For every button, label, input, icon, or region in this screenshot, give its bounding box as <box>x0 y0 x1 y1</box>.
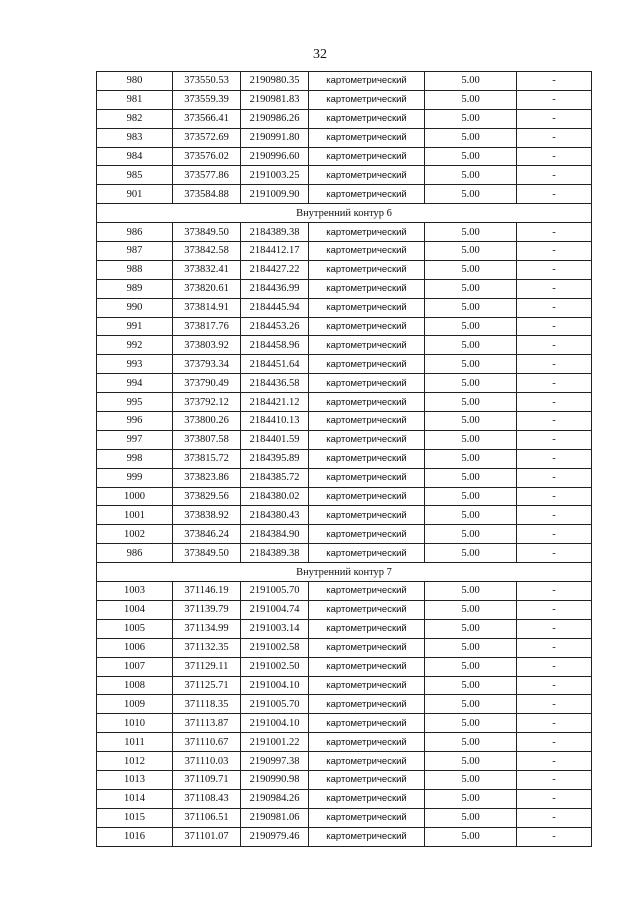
x-coordinate-cell: 373793.34 <box>173 355 241 374</box>
method-cell: картометрический <box>309 90 425 109</box>
note-cell: - <box>517 676 592 695</box>
accuracy-cell: 5.00 <box>425 506 517 525</box>
accuracy-cell: 5.00 <box>425 487 517 506</box>
point-number-cell: 981 <box>97 90 173 109</box>
point-number-cell: 989 <box>97 279 173 298</box>
point-number-cell: 1016 <box>97 827 173 846</box>
table-row <box>97 109 592 128</box>
x-coordinate-cell: 373550.53 <box>173 72 241 91</box>
y-coordinate-cell: 2191002.50 <box>241 657 309 676</box>
accuracy-cell: 5.00 <box>425 317 517 336</box>
table-row <box>97 808 592 827</box>
table-row <box>97 147 592 166</box>
y-coordinate-cell: 2184410.13 <box>241 412 309 431</box>
method-cell: картометрический <box>309 752 425 771</box>
method-cell: картометрический <box>309 582 425 601</box>
y-coordinate-cell: 2191003.25 <box>241 166 309 185</box>
table-row <box>97 676 592 695</box>
point-number-cell: 901 <box>97 185 173 204</box>
point-number-cell: 1013 <box>97 770 173 789</box>
x-coordinate-cell: 373800.26 <box>173 412 241 431</box>
y-coordinate-cell: 2184445.94 <box>241 298 309 317</box>
y-coordinate-cell: 2184421.12 <box>241 393 309 412</box>
y-coordinate-cell: 2190997.38 <box>241 752 309 771</box>
table-row <box>97 752 592 771</box>
accuracy-cell: 5.00 <box>425 752 517 771</box>
table-row <box>97 412 592 431</box>
x-coordinate-cell: 373823.86 <box>173 468 241 487</box>
x-coordinate-cell: 373572.69 <box>173 128 241 147</box>
note-cell: - <box>517 355 592 374</box>
x-coordinate-cell: 371134.99 <box>173 619 241 638</box>
note-cell: - <box>517 298 592 317</box>
note-cell: - <box>517 770 592 789</box>
note-cell: - <box>517 600 592 619</box>
accuracy-cell: 5.00 <box>425 676 517 695</box>
y-coordinate-cell: 2191003.14 <box>241 619 309 638</box>
point-number-cell: 1001 <box>97 506 173 525</box>
x-coordinate-cell: 373814.91 <box>173 298 241 317</box>
method-cell: картометрический <box>309 676 425 695</box>
y-coordinate-cell: 2190991.80 <box>241 128 309 147</box>
accuracy-cell: 5.00 <box>425 128 517 147</box>
table-row <box>97 619 592 638</box>
y-coordinate-cell: 2191004.10 <box>241 714 309 733</box>
method-cell: картометрический <box>309 223 425 242</box>
accuracy-cell: 5.00 <box>425 298 517 317</box>
method-cell: картометрический <box>309 770 425 789</box>
table-row <box>97 695 592 714</box>
point-number-cell: 1002 <box>97 525 173 544</box>
accuracy-cell: 5.00 <box>425 638 517 657</box>
point-number-cell: 980 <box>97 72 173 91</box>
note-cell: - <box>517 487 592 506</box>
section-title: Внутренний контур 7 <box>97 563 592 582</box>
point-number-cell: 986 <box>97 544 173 563</box>
point-number-cell: 1007 <box>97 657 173 676</box>
note-cell: - <box>517 808 592 827</box>
x-coordinate-cell: 371139.79 <box>173 600 241 619</box>
y-coordinate-cell: 2184453.26 <box>241 317 309 336</box>
accuracy-cell: 5.00 <box>425 525 517 544</box>
table-row <box>97 525 592 544</box>
point-number-cell: 1004 <box>97 600 173 619</box>
x-coordinate-cell: 373807.58 <box>173 430 241 449</box>
note-cell: - <box>517 657 592 676</box>
table-row <box>97 638 592 657</box>
method-cell: картометрический <box>309 638 425 657</box>
x-coordinate-cell: 373849.50 <box>173 223 241 242</box>
x-coordinate-cell: 373838.92 <box>173 506 241 525</box>
x-coordinate-cell: 371101.07 <box>173 827 241 846</box>
coordinates-table-body <box>97 72 592 847</box>
point-number-cell: 983 <box>97 128 173 147</box>
method-cell: картометрический <box>309 506 425 525</box>
note-cell: - <box>517 544 592 563</box>
x-coordinate-cell: 373849.50 <box>173 544 241 563</box>
accuracy-cell: 5.00 <box>425 279 517 298</box>
accuracy-cell: 5.00 <box>425 827 517 846</box>
note-cell: - <box>517 449 592 468</box>
accuracy-cell: 5.00 <box>425 147 517 166</box>
method-cell: картометрический <box>309 109 425 128</box>
note-cell: - <box>517 695 592 714</box>
method-cell: картометрический <box>309 393 425 412</box>
table-row <box>97 487 592 506</box>
y-coordinate-cell: 2191005.70 <box>241 695 309 714</box>
note-cell: - <box>517 242 592 261</box>
accuracy-cell: 5.00 <box>425 789 517 808</box>
y-coordinate-cell: 2191001.22 <box>241 733 309 752</box>
point-number-cell: 999 <box>97 468 173 487</box>
x-coordinate-cell: 373842.58 <box>173 242 241 261</box>
method-cell: картометрический <box>309 789 425 808</box>
point-number-cell: 994 <box>97 374 173 393</box>
note-cell: - <box>517 789 592 808</box>
point-number-cell: 988 <box>97 260 173 279</box>
point-number-cell: 997 <box>97 430 173 449</box>
point-number-cell: 1014 <box>97 789 173 808</box>
accuracy-cell: 5.00 <box>425 166 517 185</box>
method-cell: картометрический <box>309 657 425 676</box>
note-cell: - <box>517 752 592 771</box>
accuracy-cell: 5.00 <box>425 260 517 279</box>
table-row <box>97 733 592 752</box>
y-coordinate-cell: 2184389.38 <box>241 223 309 242</box>
accuracy-cell: 5.00 <box>425 90 517 109</box>
method-cell: картометрический <box>309 827 425 846</box>
y-coordinate-cell: 2184395.89 <box>241 449 309 468</box>
method-cell: картометрический <box>309 487 425 506</box>
accuracy-cell: 5.00 <box>425 657 517 676</box>
table-row <box>97 72 592 91</box>
note-cell: - <box>517 733 592 752</box>
point-number-cell: 995 <box>97 393 173 412</box>
note-cell: - <box>517 714 592 733</box>
table-row <box>97 90 592 109</box>
x-coordinate-cell: 371106.51 <box>173 808 241 827</box>
x-coordinate-cell: 371113.87 <box>173 714 241 733</box>
accuracy-cell: 5.00 <box>425 600 517 619</box>
accuracy-cell: 5.00 <box>425 374 517 393</box>
accuracy-cell: 5.00 <box>425 223 517 242</box>
method-cell: картометрический <box>309 695 425 714</box>
method-cell: картометрический <box>309 544 425 563</box>
x-coordinate-cell: 373577.86 <box>173 166 241 185</box>
section-header-row <box>97 204 592 223</box>
point-number-cell: 1012 <box>97 752 173 771</box>
accuracy-cell: 5.00 <box>425 72 517 91</box>
y-coordinate-cell: 2191009.90 <box>241 185 309 204</box>
note-cell: - <box>517 374 592 393</box>
point-number-cell: 996 <box>97 412 173 431</box>
point-number-cell: 1005 <box>97 619 173 638</box>
table-row <box>97 714 592 733</box>
accuracy-cell: 5.00 <box>425 468 517 487</box>
accuracy-cell: 5.00 <box>425 619 517 638</box>
x-coordinate-cell: 371110.03 <box>173 752 241 771</box>
table-row <box>97 657 592 676</box>
x-coordinate-cell: 371109.71 <box>173 770 241 789</box>
table-row <box>97 317 592 336</box>
point-number-cell: 1006 <box>97 638 173 657</box>
x-coordinate-cell: 373584.88 <box>173 185 241 204</box>
y-coordinate-cell: 2191004.74 <box>241 600 309 619</box>
point-number-cell: 993 <box>97 355 173 374</box>
method-cell: картометрический <box>309 430 425 449</box>
accuracy-cell: 5.00 <box>425 733 517 752</box>
y-coordinate-cell: 2184427.22 <box>241 260 309 279</box>
x-coordinate-cell: 373846.24 <box>173 525 241 544</box>
accuracy-cell: 5.00 <box>425 393 517 412</box>
point-number-cell: 1011 <box>97 733 173 752</box>
point-number-cell: 998 <box>97 449 173 468</box>
method-cell: картометрический <box>309 260 425 279</box>
accuracy-cell: 5.00 <box>425 336 517 355</box>
point-number-cell: 1009 <box>97 695 173 714</box>
table-row <box>97 298 592 317</box>
method-cell: картометрический <box>309 714 425 733</box>
table-row <box>97 582 592 601</box>
coordinates-table <box>96 71 592 847</box>
table-row <box>97 279 592 298</box>
point-number-cell: 987 <box>97 242 173 261</box>
x-coordinate-cell: 371146.19 <box>173 582 241 601</box>
table-row <box>97 506 592 525</box>
table-row <box>97 223 592 242</box>
x-coordinate-cell: 371108.43 <box>173 789 241 808</box>
y-coordinate-cell: 2184389.38 <box>241 544 309 563</box>
page-number: 32 <box>313 47 327 62</box>
point-number-cell: 991 <box>97 317 173 336</box>
note-cell: - <box>517 72 592 91</box>
y-coordinate-cell: 2190984.26 <box>241 789 309 808</box>
method-cell: картометрический <box>309 128 425 147</box>
method-cell: картометрический <box>309 72 425 91</box>
method-cell: картометрический <box>309 317 425 336</box>
method-cell: картометрический <box>309 468 425 487</box>
note-cell: - <box>517 317 592 336</box>
y-coordinate-cell: 2190980.35 <box>241 72 309 91</box>
accuracy-cell: 5.00 <box>425 582 517 601</box>
y-coordinate-cell: 2184384.90 <box>241 525 309 544</box>
note-cell: - <box>517 506 592 525</box>
table-row <box>97 166 592 185</box>
y-coordinate-cell: 2184380.43 <box>241 506 309 525</box>
accuracy-cell: 5.00 <box>425 109 517 128</box>
point-number-cell: 990 <box>97 298 173 317</box>
note-cell: - <box>517 336 592 355</box>
point-number-cell: 992 <box>97 336 173 355</box>
accuracy-cell: 5.00 <box>425 185 517 204</box>
x-coordinate-cell: 373566.41 <box>173 109 241 128</box>
y-coordinate-cell: 2184412.17 <box>241 242 309 261</box>
y-coordinate-cell: 2184458.96 <box>241 336 309 355</box>
point-number-cell: 1000 <box>97 487 173 506</box>
method-cell: картометрический <box>309 355 425 374</box>
section-header-row <box>97 563 592 582</box>
method-cell: картометрический <box>309 449 425 468</box>
note-cell: - <box>517 393 592 412</box>
point-number-cell: 986 <box>97 223 173 242</box>
table-row <box>97 430 592 449</box>
x-coordinate-cell: 373832.41 <box>173 260 241 279</box>
point-number-cell: 1008 <box>97 676 173 695</box>
table-row <box>97 789 592 808</box>
note-cell: - <box>517 525 592 544</box>
table-row <box>97 242 592 261</box>
accuracy-cell: 5.00 <box>425 714 517 733</box>
accuracy-cell: 5.00 <box>425 544 517 563</box>
y-coordinate-cell: 2190979.46 <box>241 827 309 846</box>
x-coordinate-cell: 371132.35 <box>173 638 241 657</box>
point-number-cell: 1010 <box>97 714 173 733</box>
table-row <box>97 770 592 789</box>
y-coordinate-cell: 2184436.99 <box>241 279 309 298</box>
method-cell: картометрический <box>309 600 425 619</box>
y-coordinate-cell: 2184380.02 <box>241 487 309 506</box>
table-row <box>97 336 592 355</box>
method-cell: картометрический <box>309 166 425 185</box>
method-cell: картометрический <box>309 525 425 544</box>
table-row <box>97 393 592 412</box>
note-cell: - <box>517 279 592 298</box>
accuracy-cell: 5.00 <box>425 412 517 431</box>
x-coordinate-cell: 373576.02 <box>173 147 241 166</box>
note-cell: - <box>517 619 592 638</box>
note-cell: - <box>517 166 592 185</box>
accuracy-cell: 5.00 <box>425 430 517 449</box>
x-coordinate-cell: 371129.11 <box>173 657 241 676</box>
method-cell: картометрический <box>309 185 425 204</box>
note-cell: - <box>517 412 592 431</box>
x-coordinate-cell: 371125.71 <box>173 676 241 695</box>
note-cell: - <box>517 223 592 242</box>
accuracy-cell: 5.00 <box>425 695 517 714</box>
y-coordinate-cell: 2190981.83 <box>241 90 309 109</box>
x-coordinate-cell: 373792.12 <box>173 393 241 412</box>
y-coordinate-cell: 2191005.70 <box>241 582 309 601</box>
method-cell: картометрический <box>309 619 425 638</box>
x-coordinate-cell: 373803.92 <box>173 336 241 355</box>
x-coordinate-cell: 371118.35 <box>173 695 241 714</box>
point-number-cell: 1015 <box>97 808 173 827</box>
note-cell: - <box>517 430 592 449</box>
table-row <box>97 128 592 147</box>
note-cell: - <box>517 90 592 109</box>
note-cell: - <box>517 109 592 128</box>
note-cell: - <box>517 468 592 487</box>
accuracy-cell: 5.00 <box>425 808 517 827</box>
note-cell: - <box>517 827 592 846</box>
y-coordinate-cell: 2190986.26 <box>241 109 309 128</box>
method-cell: картометрический <box>309 279 425 298</box>
accuracy-cell: 5.00 <box>425 449 517 468</box>
note-cell: - <box>517 260 592 279</box>
y-coordinate-cell: 2191004.10 <box>241 676 309 695</box>
method-cell: картометрический <box>309 242 425 261</box>
point-number-cell: 1003 <box>97 582 173 601</box>
table-row <box>97 827 592 846</box>
y-coordinate-cell: 2190996.60 <box>241 147 309 166</box>
table-row <box>97 355 592 374</box>
y-coordinate-cell: 2184385.72 <box>241 468 309 487</box>
x-coordinate-cell: 373790.49 <box>173 374 241 393</box>
section-title: Внутренний контур 6 <box>97 204 592 223</box>
x-coordinate-cell: 371110.67 <box>173 733 241 752</box>
table-row <box>97 374 592 393</box>
y-coordinate-cell: 2190981.06 <box>241 808 309 827</box>
table-row <box>97 449 592 468</box>
table-row <box>97 468 592 487</box>
accuracy-cell: 5.00 <box>425 770 517 789</box>
method-cell: картометрический <box>309 147 425 166</box>
x-coordinate-cell: 373815.72 <box>173 449 241 468</box>
table-row <box>97 544 592 563</box>
method-cell: картометрический <box>309 298 425 317</box>
note-cell: - <box>517 638 592 657</box>
table-row <box>97 260 592 279</box>
point-number-cell: 985 <box>97 166 173 185</box>
point-number-cell: 982 <box>97 109 173 128</box>
y-coordinate-cell: 2190990.98 <box>241 770 309 789</box>
table-row <box>97 600 592 619</box>
x-coordinate-cell: 373559.39 <box>173 90 241 109</box>
y-coordinate-cell: 2184436.58 <box>241 374 309 393</box>
accuracy-cell: 5.00 <box>425 242 517 261</box>
method-cell: картометрический <box>309 733 425 752</box>
method-cell: картометрический <box>309 336 425 355</box>
accuracy-cell: 5.00 <box>425 355 517 374</box>
x-coordinate-cell: 373817.76 <box>173 317 241 336</box>
x-coordinate-cell: 373829.56 <box>173 487 241 506</box>
note-cell: - <box>517 147 592 166</box>
x-coordinate-cell: 373820.61 <box>173 279 241 298</box>
method-cell: картометрический <box>309 808 425 827</box>
note-cell: - <box>517 185 592 204</box>
method-cell: картометрический <box>309 412 425 431</box>
note-cell: - <box>517 582 592 601</box>
point-number-cell: 984 <box>97 147 173 166</box>
note-cell: - <box>517 128 592 147</box>
y-coordinate-cell: 2191002.58 <box>241 638 309 657</box>
y-coordinate-cell: 2184451.64 <box>241 355 309 374</box>
method-cell: картометрический <box>309 374 425 393</box>
table-row <box>97 185 592 204</box>
y-coordinate-cell: 2184401.59 <box>241 430 309 449</box>
